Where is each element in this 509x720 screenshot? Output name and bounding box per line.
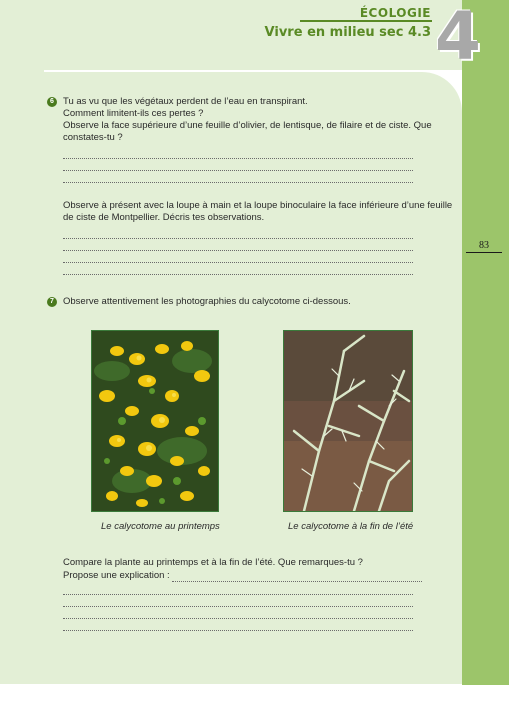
section-subtitle: Vivre en milieu sec 4.3 (264, 25, 431, 40)
question-6-line-3: Observe la face supérieure d’une feuille d’olivier, de lentisque, de filaire et de ciste. Que (63, 120, 432, 131)
answer-line[interactable] (63, 274, 413, 275)
photo-left-caption: Le calycotome au printemps (101, 521, 220, 532)
question-7-prompt-2 (63, 570, 422, 582)
header-band (0, 0, 509, 75)
answer-line[interactable] (63, 170, 413, 171)
question-6-line-4: constates-tu ? (63, 132, 123, 143)
chapter-number: 4 (435, 0, 481, 75)
answer-line[interactable] (63, 262, 413, 263)
page-number: 83 (479, 240, 489, 251)
section-title: ÉCOLOGIE (359, 6, 431, 20)
header-rule (300, 20, 432, 22)
answer-line[interactable] (63, 630, 413, 631)
page-number-rule (466, 252, 502, 253)
photo-right-caption: Le calycotome à la fin de l’été (288, 521, 414, 532)
question-6-part2-line-1: Observe à présent avec la loupe à main et la loupe binoculaire la face inférieure d’une feuille (63, 200, 453, 211)
question-6-bullet: 6 (47, 97, 57, 107)
question-6-line-1: Tu as vu que les végétaux perdent de l’eau en transpirant. (63, 96, 308, 107)
answer-line[interactable] (63, 250, 413, 251)
answer-line[interactable] (63, 238, 413, 239)
question-7-prompt-1: Compare la plante au printemps et à la fin de l’été. Que remarques-tu ? (63, 557, 363, 568)
answer-line[interactable] (172, 572, 422, 582)
answer-line[interactable] (63, 182, 413, 183)
photo-calycotome-end-of-summer (283, 330, 413, 512)
question-6-part2-line-2: de ciste de Montpellier. Décris tes observations. (63, 212, 265, 223)
question-7-bullet: 7 (47, 297, 57, 307)
answer-line[interactable] (63, 606, 413, 607)
photo-calycotome-spring (91, 330, 219, 512)
side-band (462, 0, 509, 685)
answer-line[interactable] (63, 158, 413, 159)
answer-line[interactable] (63, 618, 413, 619)
question-7-text: Observe attentivement les photographies du calycotome ci-dessous. (63, 296, 351, 307)
question-6-line-2: Comment limitent-ils ces pertes ? (63, 108, 204, 119)
question-7-prompt-2-label: Propose une explication : (63, 570, 170, 581)
answer-line[interactable] (63, 594, 413, 595)
